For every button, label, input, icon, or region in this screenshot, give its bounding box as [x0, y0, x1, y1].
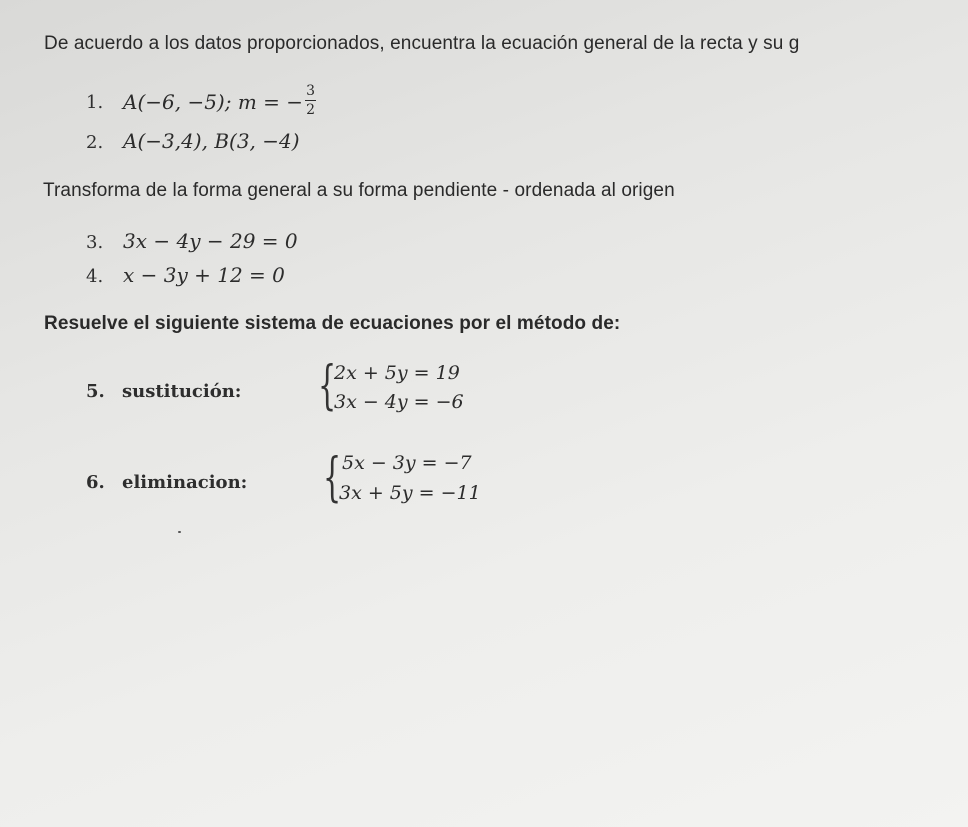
item2-expression: A(−3,4), B(3, −4)	[123, 129, 300, 153]
item6-equation-1: 5x − 3y = −7	[342, 452, 472, 474]
item5-system-brace: {	[318, 356, 337, 416]
item5-method-label: sustitución:	[122, 381, 242, 402]
fraction-bar	[305, 100, 316, 101]
item6-system-brace: {	[323, 448, 342, 508]
item1-fraction-numerator: 3	[306, 83, 315, 99]
item5-equation-1: 2x + 5y = 19	[334, 362, 460, 384]
item1-fraction-denominator: 2	[306, 102, 315, 118]
section3-heading: Resuelve el siguiente sistema de ecuaciones por el método de:	[44, 313, 621, 334]
item1-slope-fraction	[305, 84, 316, 117]
item6-equation-2: 3x + 5y = −11	[339, 482, 481, 504]
item1-number: 1.	[86, 92, 104, 113]
section1-heading: De acuerdo a los datos proporcionados, encuentra la ecuación general de la recta y su g	[44, 33, 800, 54]
section2-heading: Transforma de la forma general a su forma pendiente - ordenada al origen	[43, 180, 675, 201]
item1-expression	[123, 83, 316, 120]
item4-expression: x − 3y + 12 = 0	[123, 263, 285, 287]
item5-number: 5.	[86, 381, 105, 402]
item2-number: 2.	[86, 132, 104, 153]
stray-mark	[178, 531, 181, 533]
item6-method-label: eliminacion:	[122, 472, 248, 493]
item6-number: 6.	[86, 472, 105, 493]
item5-equation-2: 3x − 4y = −6	[334, 391, 464, 413]
item3-number: 3.	[86, 232, 104, 253]
item1-expression-main: A(−6, −5); m = −	[123, 90, 304, 114]
item4-number: 4.	[86, 266, 104, 287]
item3-expression: 3x − 4y − 29 = 0	[123, 229, 298, 253]
